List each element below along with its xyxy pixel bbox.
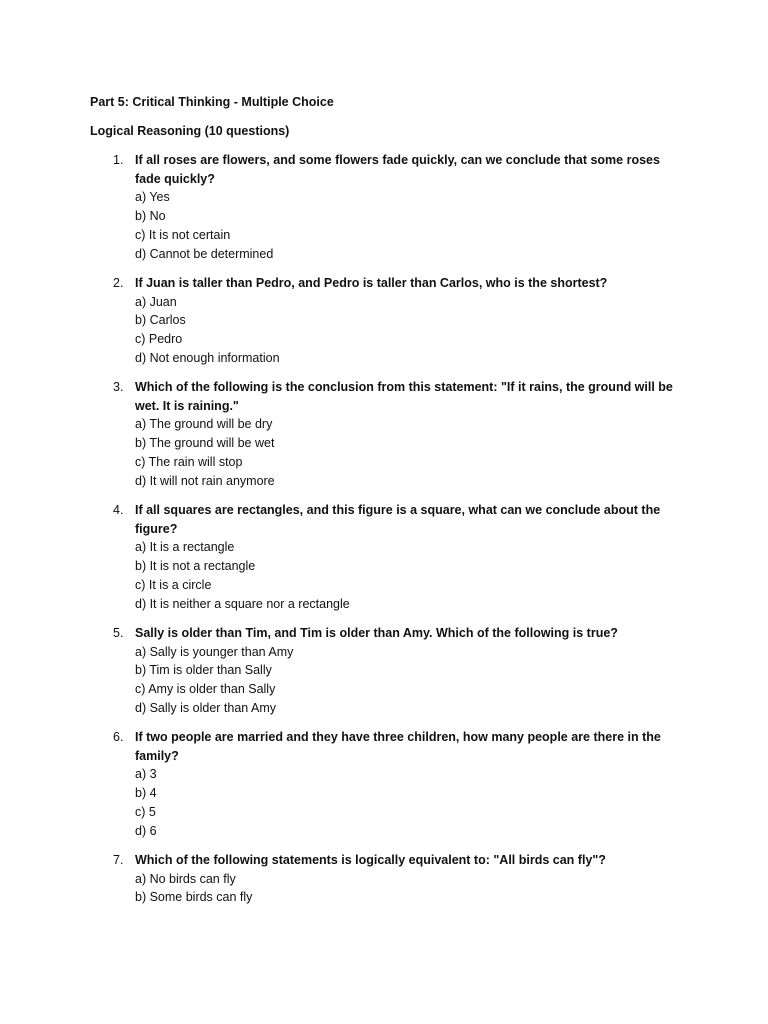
answer-option: c) It is not certain	[135, 227, 231, 242]
part-title: Part 5: Critical Thinking - Multiple Choice	[90, 95, 334, 109]
question-text: If Juan is taller than Pedro, and Pedro is taller than Carlos, who is the shortest?	[135, 276, 608, 290]
answer-option: b) Carlos	[135, 313, 186, 328]
answer-option: a) It is a rectangle	[135, 540, 235, 555]
question-body	[135, 501, 680, 613]
answer-options	[135, 415, 680, 490]
answer-option: d) 6	[135, 823, 157, 838]
answer-option: a) No birds can fly	[135, 871, 236, 886]
question-text: Which of the following statements is logically equivalent to: "All birds can fly"?	[135, 853, 606, 867]
answer-option: c) The rain will stop	[135, 454, 243, 469]
question-text: If all roses are flowers, and some flowers fade quickly, can we conclude that some roses fade quickly?	[135, 153, 660, 186]
answer-option: b) No	[135, 209, 166, 224]
question-text: If all squares are rectangles, and this figure is a square, what can we conclude about the figure?	[135, 503, 661, 536]
answer-option: c) It is a circle	[135, 577, 212, 592]
answer-option: d) Sally is older than Amy	[135, 700, 277, 715]
answer-option: d) It will not rain anymore	[135, 473, 275, 488]
answer-options	[135, 293, 680, 368]
question-body	[135, 851, 680, 907]
answer-option: a) Sally is younger than Amy	[135, 644, 294, 659]
question-text: Sally is older than Tim, and Tim is older than Amy. Which of the following is true?	[135, 626, 618, 640]
answer-option: d) Cannot be determined	[135, 246, 274, 261]
answer-option: b) Some birds can fly	[135, 890, 253, 905]
question-body	[135, 624, 680, 718]
answer-option: b) It is not a rectangle	[135, 559, 256, 574]
answer-option: d) It is neither a square nor a rectangle	[135, 596, 350, 611]
answer-option: c) Pedro	[135, 332, 183, 347]
answer-option: d) Not enough information	[135, 350, 280, 365]
answer-option: c) 5	[135, 804, 156, 819]
question-text: Which of the following is the conclusion from this statement: "If it rains, the ground will be wet. It is raining."	[135, 380, 673, 413]
question-number: 4.	[113, 503, 124, 517]
answer-options	[135, 643, 680, 718]
answer-option: b) Tim is older than Sally	[135, 663, 272, 678]
answer-option: a) The ground will be dry	[135, 417, 273, 432]
answer-option: a) 3	[135, 767, 157, 782]
question-body	[135, 274, 680, 368]
question-body	[135, 728, 680, 840]
answer-option: b) The ground will be wet	[135, 436, 275, 451]
question-number: 5.	[113, 626, 124, 640]
question-number: 6.	[113, 730, 124, 744]
answer-option: b) 4	[135, 786, 157, 801]
answer-options	[135, 188, 680, 263]
question-number: 7.	[113, 853, 124, 867]
section-title: Logical Reasoning (10 questions)	[90, 124, 290, 138]
answer-options	[135, 538, 680, 613]
answer-options	[135, 870, 680, 907]
question-body	[135, 151, 680, 263]
answer-option: a) Yes	[135, 190, 170, 205]
question-number: 2.	[113, 276, 124, 290]
answer-option: a) Juan	[135, 294, 177, 309]
question-number: 1.	[113, 153, 124, 167]
question-body	[135, 378, 680, 490]
answer-options	[135, 765, 680, 840]
question-number: 3.	[113, 380, 124, 394]
answer-option: c) Amy is older than Sally	[135, 682, 276, 697]
question-text: If two people are married and they have three children, how many people are there in the family?	[135, 730, 661, 763]
